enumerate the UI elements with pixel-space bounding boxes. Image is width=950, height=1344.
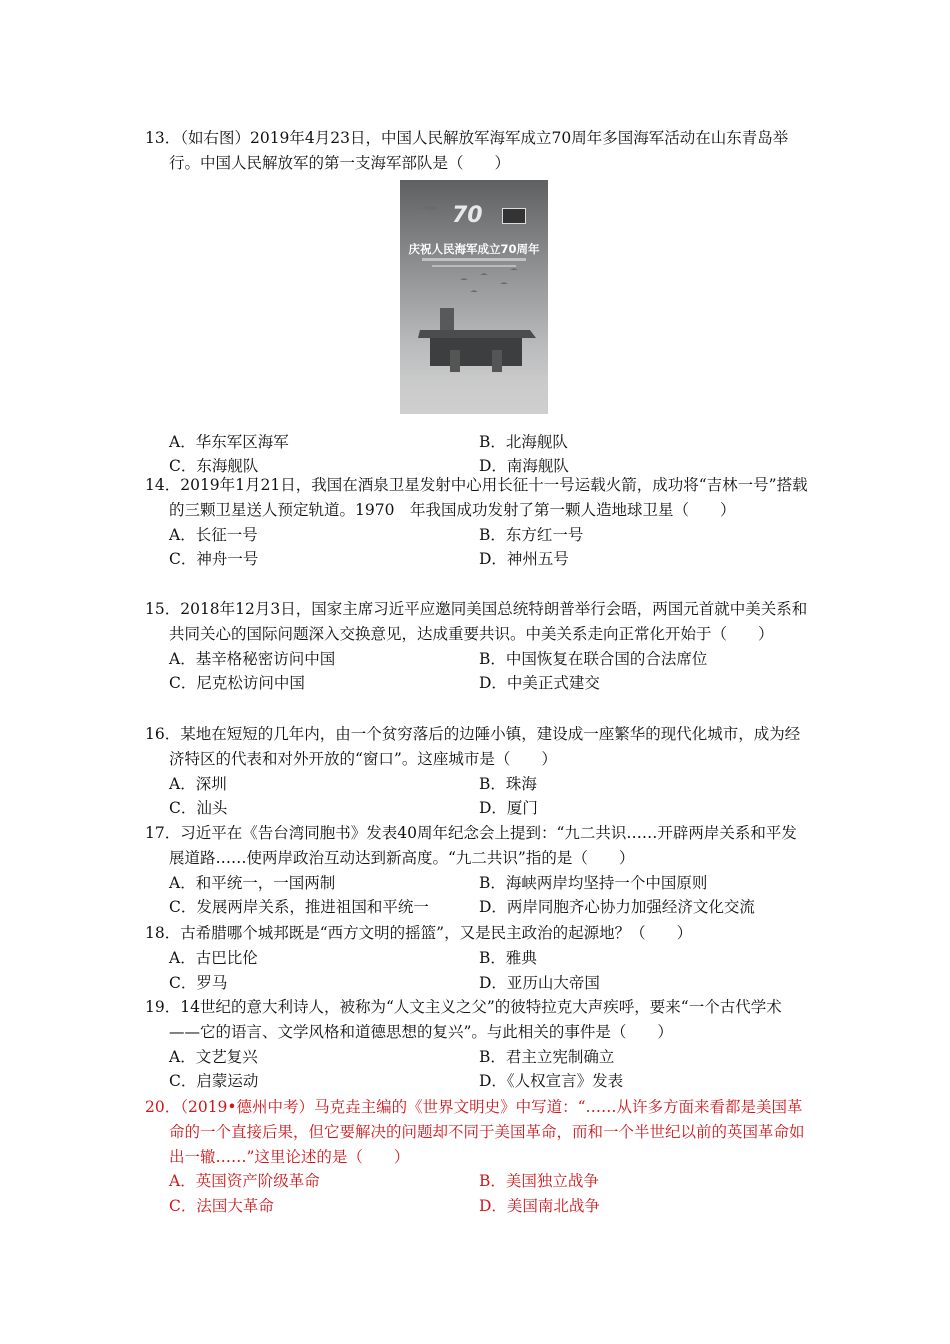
option-d: D．两岸同胞齐心协力加强经济文化交流: [479, 898, 755, 917]
option-c: C．启蒙运动: [169, 1072, 259, 1091]
option-b: B．君主立宪制确立: [479, 1047, 615, 1066]
option-d: D．厦门: [479, 799, 538, 818]
options: [145, 871, 810, 921]
question-15: [145, 597, 810, 696]
option-d: D．美国南北战争: [479, 1197, 600, 1216]
option-c: C．发展两岸关系，推进祖国和平统一: [169, 898, 429, 917]
question-17: [145, 821, 810, 920]
option-a: A．和平统一，一国两制: [169, 873, 336, 892]
option-d: D．《人权宣言》发表: [479, 1072, 624, 1091]
option-b: B．珠海: [479, 774, 537, 793]
option-a: A．长征一号: [169, 525, 258, 544]
option-d: D．南海舰队: [479, 457, 569, 476]
option-c: C．东海舰队: [169, 457, 259, 476]
option-a: A．文艺复兴: [169, 1047, 258, 1066]
option-a: A．英国资产阶级革命: [169, 1172, 320, 1191]
poster-number: 70: [452, 202, 483, 228]
options: [145, 946, 810, 996]
options: [145, 430, 810, 480]
option-d: D．神州五号: [479, 550, 569, 569]
option-b: B．东方红一号: [479, 525, 584, 544]
question-16: [145, 722, 810, 821]
option-a: A．华东军区海军: [169, 432, 289, 451]
question-stem: 13．（如右图）2019年4月23日，中国人民解放军海军成立70周年多国海军活动在山东青岛举行。中国人民解放军的第一支海军部队是（ ）: [145, 129, 789, 172]
question-14: [145, 473, 810, 572]
option-a: A．古巴比伦: [169, 948, 258, 967]
options: [145, 772, 810, 822]
navy-anniversary-poster-image: [400, 180, 548, 414]
option-b: B．中国恢复在联合国的合法席位: [479, 649, 708, 668]
question-19: [145, 995, 810, 1094]
options: [145, 523, 810, 573]
option-d: D．中美正式建交: [479, 674, 600, 693]
option-c: C．汕头: [169, 799, 228, 818]
question-20: [145, 1095, 810, 1219]
question-stem: 20．（2019•德州中考）马克垚主编的《世界文明史》中写道：“……从许多方面来看都是美国革命的一个直接后果，但它要解决的问题却不同于美国革命，而和一个半世纪以前的英国革命如出一辙……”这里论述的是（ ）: [145, 1098, 805, 1166]
question-13: [145, 126, 810, 479]
option-c: C．罗马: [169, 973, 228, 992]
option-c: C．法国大革命: [169, 1197, 274, 1216]
question-stem: 14．2019年1月21日，我国在酒泉卫星发射中心用长征十一号运载火箭，成功将“吉林一号”搭载的三颗卫星送人预定轨道。1970 年我国成功发射了第一颗人造地球卫星（ ）: [145, 476, 808, 519]
option-a: A．基辛格秘密访问中国: [169, 649, 336, 668]
option-c: C．神舟一号: [169, 550, 259, 569]
question-stem: 15．2018年12月3日，国家主席习近平应邀同美国总统特朗普举行会晤，两国元首就中美关系和共同关心的国际问题深入交换意见，达成重要共识。中美关系走向正常化开始于（ ）: [145, 600, 808, 643]
option-b: B．雅典: [479, 948, 537, 967]
option-a: A．深圳: [169, 774, 227, 793]
aircraft-carrier-icon: [400, 180, 548, 414]
options: [145, 1045, 810, 1095]
question-stem: 17．习近平在《告台湾同胞书》发表40周年纪念会上提到：“九二共识……开辟两岸关系和平发展道路……使两岸政治互动达到新高度。“九二共识”指的是（ ）: [145, 824, 797, 867]
poster-title: 庆祝人民海军成立70周年: [408, 241, 540, 256]
option-b: B．北海舰队: [479, 432, 568, 451]
option-b: B．海峡两岸均坚持一个中国原则: [479, 873, 708, 892]
options: [145, 1169, 810, 1219]
options: [145, 647, 810, 697]
question-stem: 16．某地在短短的几年内，由一个贫穷落后的边陲小镇，建设成一座繁华的现代化城市，成为经济特区的代表和对外开放的“窗口”。这座城市是（ ）: [145, 725, 801, 768]
question-stem: 18．古希腊哪个城邦既是“西方文明的摇篮”，又是民主政治的起源地？（ ）: [145, 924, 693, 942]
question-stem: 19．14世纪的意大利诗人，被称为“人文主义之父”的彼特拉克大声疾呼，要来“一个古代学术——它的语言、文学风格和道德思想的复兴”。与此相关的事件是（ ）: [145, 998, 782, 1041]
option-c: C．尼克松访问中国: [169, 674, 305, 693]
option-d: D．亚历山大帝国: [479, 973, 600, 992]
question-18: [145, 921, 810, 995]
option-b: B．美国独立战争: [479, 1172, 599, 1191]
